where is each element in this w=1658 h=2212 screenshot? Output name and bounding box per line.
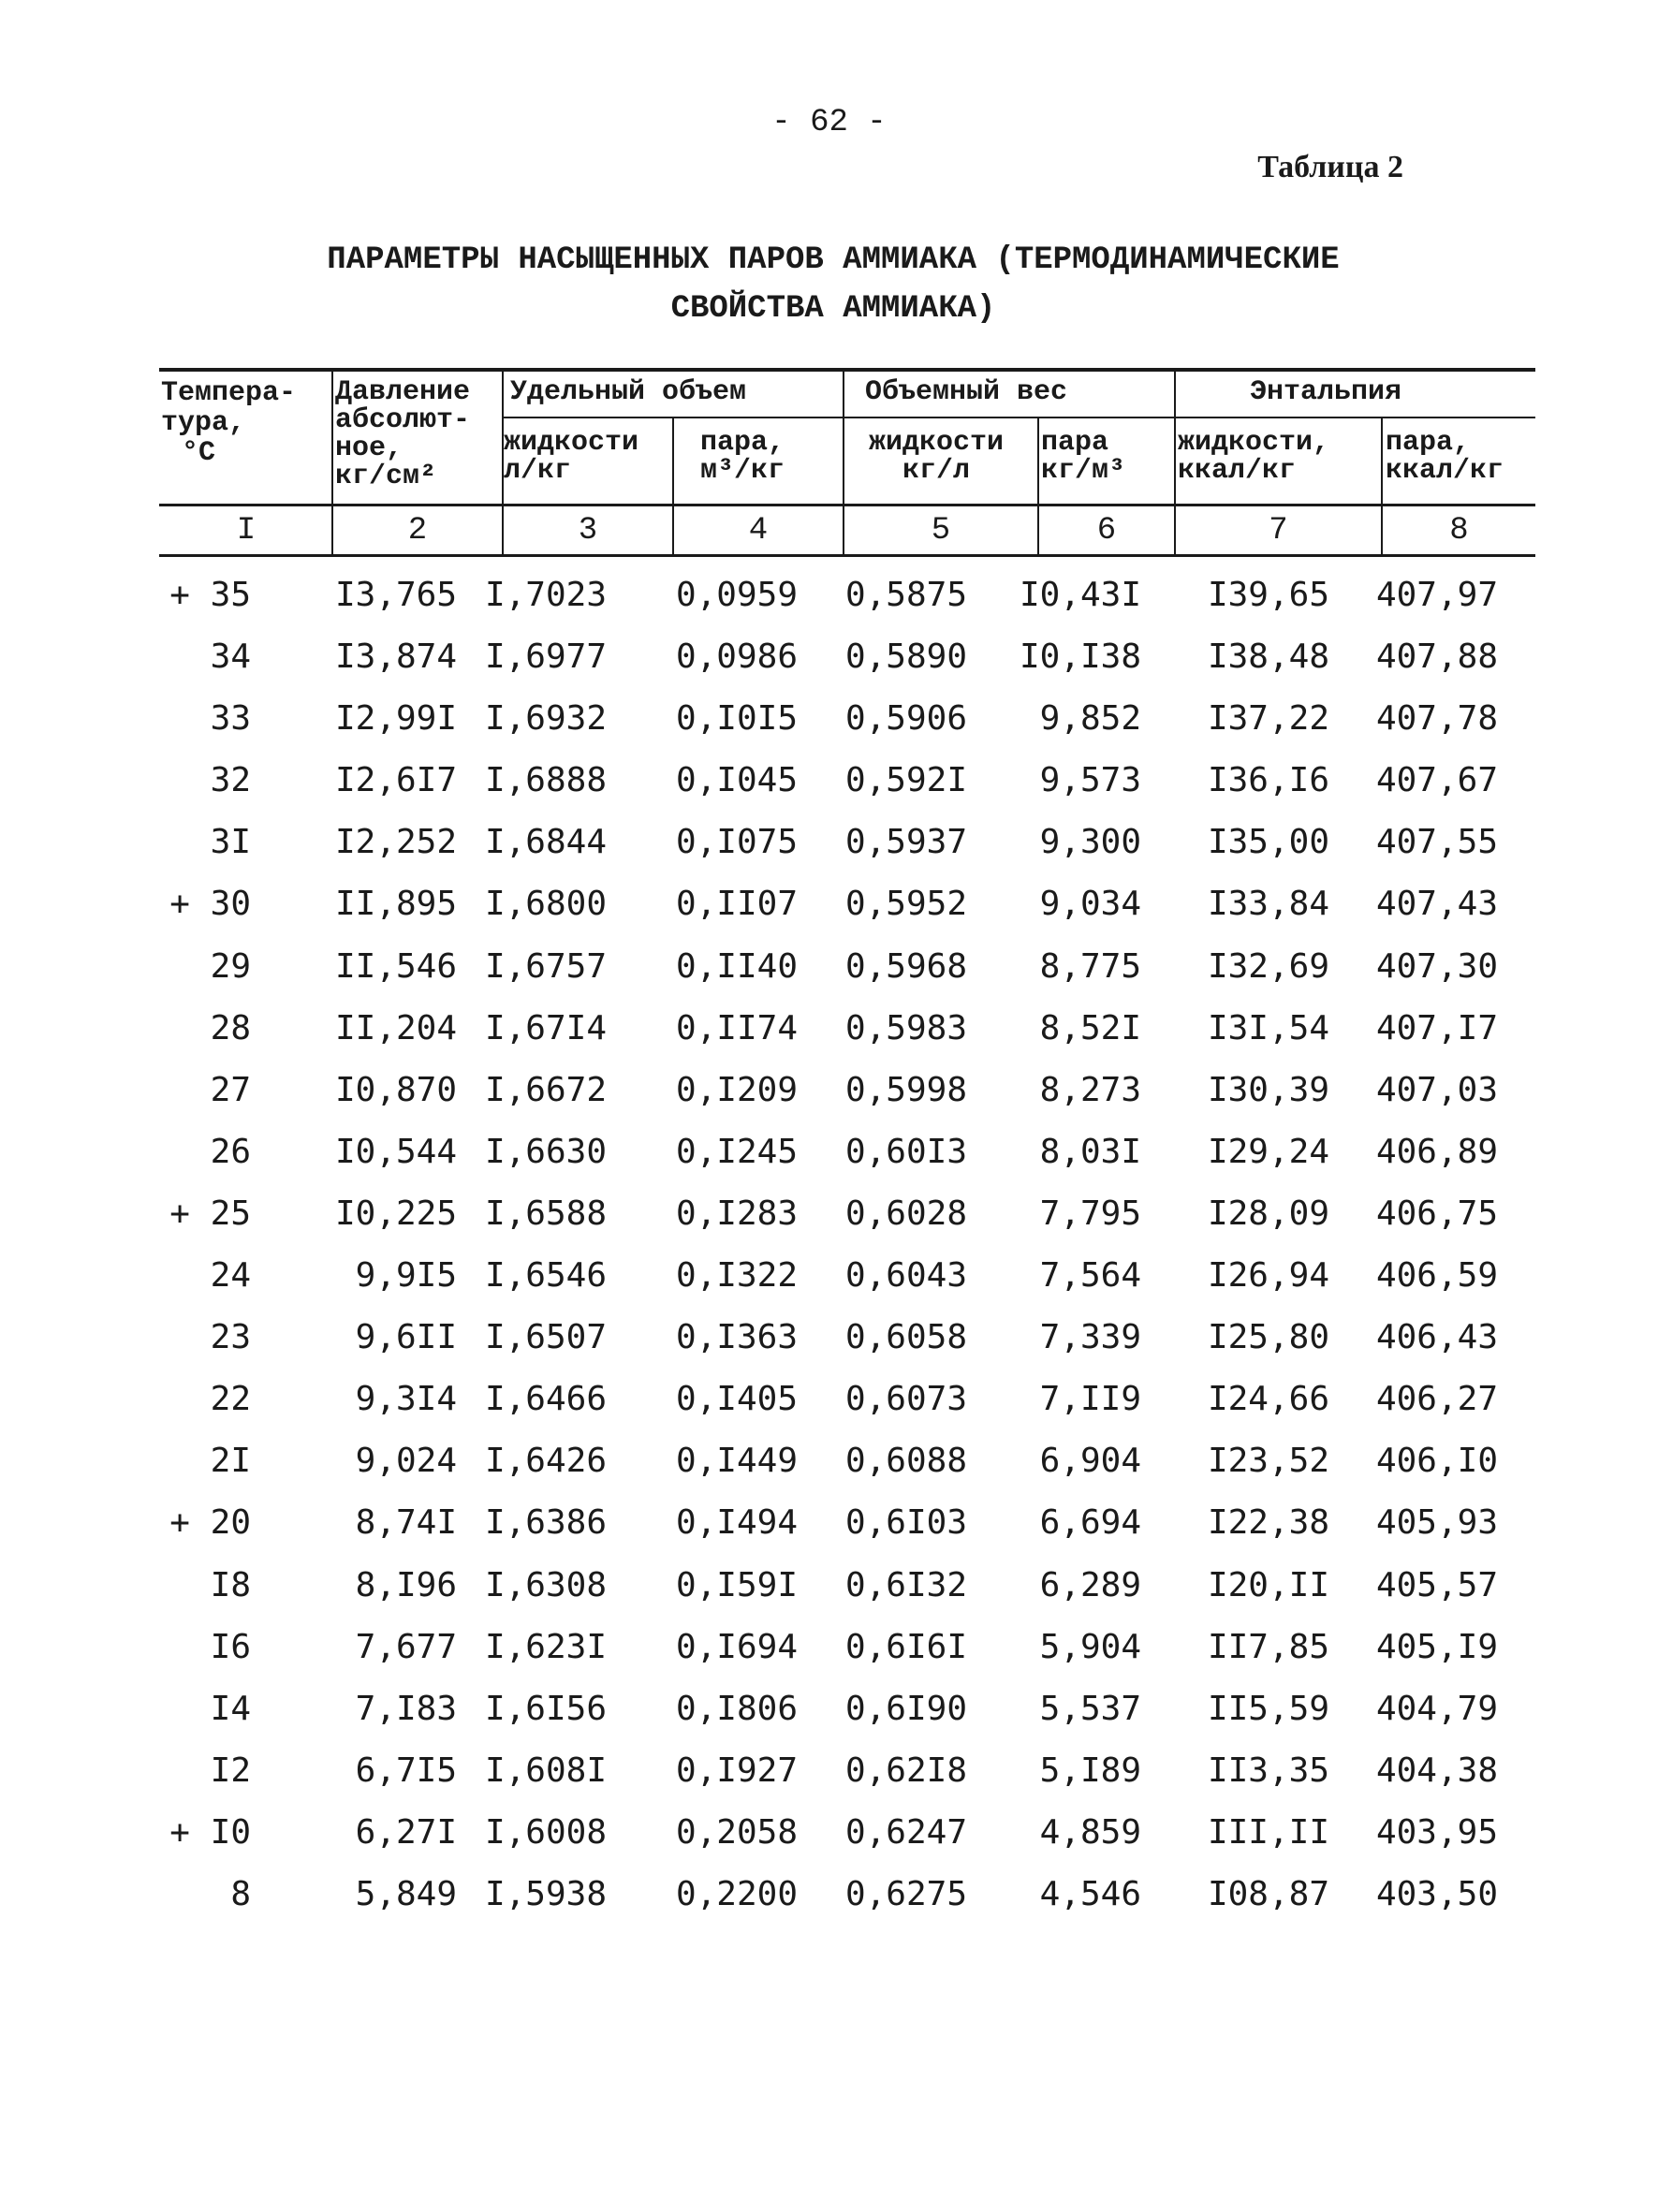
table-cell-col-4: 0,I322 [675,1256,798,1296]
column-number-8: 8 [1449,513,1469,549]
table-cell-col-4: 0,I075 [675,823,798,862]
header-sv-vapor [700,429,785,485]
table-cell-col-4: 0,I405 [675,1380,798,1419]
table-cell-col-1: 22 [210,1380,251,1419]
table-cell-col-7: I25,80 [1207,1318,1329,1357]
table-cell-col-5: 0,6I6I [844,1627,967,1666]
table-cell-col-2: II,546 [334,946,457,986]
table-cell-col-3: I,6308 [484,1565,607,1604]
table-cell-col-8: 407,43 [1375,885,1498,924]
table-cell-col-6: I0,43I [1019,576,1141,614]
table-cell-col-3: I,6672 [484,1070,607,1109]
column-number-2: 2 [407,513,428,549]
table-cell-col-3: I,67I4 [484,1008,607,1047]
table-cell-col-5: 0,592I [844,761,967,800]
table-cell-col-7: I24,66 [1207,1380,1329,1419]
table-cell-col-5: 0,6I03 [844,1503,967,1543]
table-cell-col-8: 405,I9 [1375,1627,1498,1666]
column-number-5: 5 [931,513,951,549]
table-cell-col-6: 5,904 [1039,1627,1141,1666]
table-cell-col-8: 406,I0 [1375,1442,1498,1481]
header-specific-volume: Удельный объем [510,376,747,408]
table-cell-col-4: 0,2200 [675,1874,798,1913]
table-cell-col-3: I,6757 [484,946,607,986]
table-cell-col-4: 0,0959 [675,576,798,614]
table-cell-col-3: I,6546 [484,1256,607,1296]
table-cell-col-5: 0,6I32 [844,1565,967,1604]
table-cell-col-3: I,5938 [484,1874,607,1913]
table-cell-col-1: 24 [210,1256,251,1296]
table-cell-col-3: I,6932 [484,699,607,739]
table-cell-col-8: 404,79 [1375,1689,1498,1728]
table-title-line-2: СВОЙСТВА АММИАКА) [670,291,996,327]
table-cell-col-5: 0,6073 [844,1380,967,1419]
header-sv-vapor-line-1: пара, [700,427,785,459]
table-cell-col-3: I,6977 [484,637,607,677]
table-row [0,1866,1658,1927]
table-cell-col-4: 0,0986 [675,637,798,677]
table-row [0,1432,1658,1494]
table-cell-col-8: 407,30 [1375,946,1498,986]
table-cell-col-6: 6,694 [1039,1503,1141,1543]
table-cell-col-6: 4,859 [1039,1812,1141,1852]
table-cell-col-4: 0,I927 [675,1751,798,1790]
table-cell-col-6: 8,52I [1039,1008,1141,1047]
table-cell-col-2: I0,225 [334,1194,457,1233]
table-cell-col-4: 0,II74 [675,1008,798,1047]
table-cell-col-1: 34 [210,637,251,677]
table-row [0,1309,1658,1370]
table-cell-col-1: 28 [210,1008,251,1047]
table-cell-col-4: 0,I209 [675,1070,798,1109]
table-cell-col-2: 8,I96 [355,1565,457,1604]
table-title [187,236,1479,333]
table-cell-col-4: 0,I494 [675,1503,798,1543]
table-cell-col-3: I,6888 [484,761,607,800]
table-cell-col-7: I30,39 [1207,1070,1329,1109]
table-row [0,1619,1658,1680]
table-cell-col-7: I23,52 [1207,1442,1329,1481]
column-number-1: I [236,513,257,549]
header-en-liquid-unit: ккал/кг [1178,455,1297,487]
table-cell-col-5: 0,5983 [844,1008,967,1047]
table-cell-col-6: 9,034 [1039,885,1141,924]
table-cell-col-3: I,6844 [484,823,607,862]
table-cell-col-3: I,6800 [484,885,607,924]
table-cell-col-7: I39,65 [1207,576,1329,614]
table-cell-col-2: II,204 [334,1008,457,1047]
table-cell-col-7: I36,I6 [1207,761,1329,800]
table-cell-col-1: 33 [210,699,251,739]
table-cell-col-7: I38,48 [1207,637,1329,677]
table-cell-col-7: I20,II [1207,1565,1329,1604]
column-number-3: 3 [578,513,598,549]
table-cell-col-6: 9,300 [1039,823,1141,862]
table-cell-col-8: 407,55 [1375,823,1498,862]
table-row [0,1742,1658,1804]
table-cell-col-8: 406,75 [1375,1194,1498,1233]
table-cell-col-5: 0,5952 [844,885,967,924]
table-cell-col-8: 406,59 [1375,1256,1498,1296]
table-cell-col-4: 0,I449 [675,1442,798,1481]
table-cell-col-4: 0,I283 [675,1194,798,1233]
table-cell-col-2: I2,252 [334,823,457,862]
table-cell-col-8: 407,I7 [1375,1008,1498,1047]
header-sv-vapor-unit: м³/кг [700,455,785,487]
table-cell-col-1: 26 [210,1132,251,1171]
table-cell-col-7: I08,87 [1207,1874,1329,1913]
table-cell-col-1: + 20 [169,1503,251,1543]
table-cell-col-8: 406,89 [1375,1132,1498,1171]
table-cell-col-3: I,6630 [484,1132,607,1171]
table-cell-col-3: I,6I56 [484,1689,607,1728]
table-cell-col-4: 0,II40 [675,946,798,986]
table-cell-col-1: 3I [210,823,251,862]
table-cell-col-4: 0,I694 [675,1627,798,1666]
table-cell-col-7: I28,09 [1207,1194,1329,1233]
table-cell-col-8: 403,50 [1375,1874,1498,1913]
table-cell-col-7: I29,24 [1207,1132,1329,1171]
header-pressure-line-3: ное, [335,432,403,464]
table-cell-col-2: 7,I83 [355,1689,457,1728]
header-en-liquid-line-1: жидкости, [1178,427,1330,459]
table-row [0,690,1658,752]
table-cell-col-7: I26,94 [1207,1256,1329,1296]
table-cell-col-2: 9,3I4 [355,1380,457,1419]
header-en-vapor [1386,429,1504,485]
table-cell-col-2: I0,870 [334,1070,457,1109]
table-row [0,1123,1658,1185]
table-cell-col-2: 6,7I5 [355,1751,457,1790]
table-cell-col-3: I,6588 [484,1194,607,1233]
table-cell-col-1: 32 [210,761,251,800]
table-cell-col-8: 407,78 [1375,699,1498,739]
table-cell-col-5: 0,62I8 [844,1751,967,1790]
table-cell-col-6: 7,339 [1039,1318,1141,1357]
header-temperature-line-2: тура, [161,407,246,439]
column-number-4: 4 [748,513,769,549]
table-cell-col-6: 6,904 [1039,1442,1141,1481]
table-cell-col-2: 6,27I [355,1812,457,1852]
table-cell-col-8: 406,27 [1375,1380,1498,1419]
table-cell-col-4: 0,I59I [675,1565,798,1604]
table-cell-col-5: 0,6275 [844,1874,967,1913]
table-row [0,1370,1658,1432]
table-cell-col-1: + 30 [169,885,251,924]
table-row [0,1000,1658,1062]
table-row [0,752,1658,813]
table-cell-col-7: I37,22 [1207,699,1329,739]
table-cell-col-1: 8 [230,1874,251,1913]
table-cell-col-3: I,6507 [484,1318,607,1357]
header-pressure [335,378,470,491]
table-cell-col-8: 403,95 [1375,1812,1498,1852]
table-cell-col-5: 0,5875 [844,576,967,614]
header-volumetric-weight: Объемный вес [865,376,1068,408]
header-vw-liquid-unit: кг/л [902,455,971,487]
table-cell-col-2: 5,849 [355,1874,457,1913]
header-en-liquid [1178,429,1329,485]
table-body [0,566,1658,1927]
table-cell-col-1: + 25 [169,1194,251,1233]
column-number-rule [159,554,1535,557]
table-cell-col-7: II7,85 [1207,1627,1329,1666]
table-cell-col-6: 4,546 [1039,1874,1141,1913]
table-cell-col-2: I3,765 [334,576,457,614]
table-cell-col-8: 407,03 [1375,1070,1498,1109]
header-temperature-unit: °С [182,437,216,469]
table-cell-col-6: I0,I38 [1019,637,1141,677]
header-en-vapor-unit: ккал/кг [1386,455,1504,487]
table-row [0,1185,1658,1247]
table-row [0,875,1658,937]
table-cell-col-5: 0,6088 [844,1442,967,1481]
table-label: Таблица 2 [1257,150,1403,184]
table-row [0,813,1658,875]
header-sv-liquid-unit: л/кг [504,455,572,487]
table-cell-col-7: I32,69 [1207,946,1329,986]
table-cell-col-8: 405,93 [1375,1503,1498,1543]
table-cell-col-4: 0,I363 [675,1318,798,1357]
table-cell-col-2: II,895 [334,885,457,924]
table-cell-col-8: 407,97 [1375,576,1498,614]
table-cell-col-4: 0,2058 [675,1812,798,1852]
table-cell-col-7: II3,35 [1207,1751,1329,1790]
table-cell-col-2: 9,9I5 [355,1256,457,1296]
table-row [0,1247,1658,1309]
table-cell-col-1: 27 [210,1070,251,1109]
column-number-7: 7 [1269,513,1288,549]
table-cell-col-6: 8,273 [1039,1070,1141,1109]
header-vw-vapor [1041,429,1125,485]
table-cell-col-3: I,7023 [484,576,607,614]
table-cell-col-7: I3I,54 [1207,1008,1329,1047]
table-cell-col-5: 0,6I90 [844,1689,967,1728]
table-cell-col-3: I,608I [484,1751,607,1790]
table-cell-col-7: I35,00 [1207,823,1329,862]
header-vw-liquid-line-1: жидкости [869,427,1005,459]
table-cell-col-3: I,6008 [484,1812,607,1852]
table-cell-col-6: 7,795 [1039,1194,1141,1233]
header-sv-liquid [504,429,638,485]
table-cell-col-6: 5,I89 [1039,1751,1141,1790]
table-cell-col-8: 404,38 [1375,1751,1498,1790]
table-cell-col-1: I8 [210,1565,251,1604]
table-cell-col-2: I0,544 [334,1132,457,1171]
table-cell-col-6: 7,II9 [1039,1380,1141,1419]
table-cell-col-1: + 35 [169,576,251,614]
table-cell-col-1: 23 [210,1318,251,1357]
table-cell-col-3: I,6386 [484,1503,607,1543]
table-cell-col-2: I2,99I [334,699,457,739]
table-row [0,1062,1658,1123]
header-sv-liquid-line-1: жидкости [504,427,639,459]
table-cell-col-1: I4 [210,1689,251,1728]
header-temperature [161,378,296,468]
table-cell-col-4: 0,II07 [675,885,798,924]
header-bottom-rule [159,504,1535,506]
table-cell-col-8: 406,43 [1375,1318,1498,1357]
table-cell-col-4: 0,I806 [675,1689,798,1728]
table-row [0,938,1658,1000]
table-title-line-1: ПАРАМЕТРЫ НАСЫЩЕННЫХ ПАРОВ АММИАКА (ТЕРМОДИНАМИЧЕСКИЕ [327,242,1340,278]
table-cell-col-5: 0,60I3 [844,1132,967,1171]
table-cell-col-5: 0,6043 [844,1256,967,1296]
page-number: - 62 - [771,105,887,140]
table-cell-col-6: 7,564 [1039,1256,1141,1296]
table-cell-col-7: III,II [1207,1812,1329,1852]
table-row [0,1557,1658,1619]
header-en-vapor-line-1: пара, [1386,427,1471,459]
header-pressure-line-2: абсолют- [335,404,471,436]
table-cell-col-6: 8,775 [1039,946,1141,986]
header-vw-vapor-unit: кг/м³ [1041,455,1126,487]
table-cell-col-5: 0,6247 [844,1812,967,1852]
table-cell-col-1: + I0 [169,1812,251,1852]
table-cell-col-1: 2I [210,1442,251,1481]
table-cell-col-1: 29 [210,946,251,986]
table-cell-col-5: 0,5937 [844,823,967,862]
table-cell-col-5: 0,5998 [844,1070,967,1109]
table-cell-col-8: 407,67 [1375,761,1498,800]
header-vw-vapor-line-1: пара [1041,427,1109,459]
table-row [0,1680,1658,1742]
table-cell-col-7: II5,59 [1207,1689,1329,1728]
table-cell-col-3: I,6466 [484,1380,607,1419]
table-cell-col-6: 5,537 [1039,1689,1141,1728]
table-row [0,566,1658,628]
header-enthalpy: Энтальпия [1250,376,1402,408]
header-top-rule [159,368,1535,372]
table-cell-col-2: 8,74I [355,1503,457,1543]
header-vw-liquid [869,429,1004,485]
table-cell-col-6: 9,573 [1039,761,1141,800]
table-cell-col-4: 0,I045 [675,761,798,800]
table-row [0,1494,1658,1556]
header-temperature-line-1: Темпера- [161,377,297,409]
table-cell-col-2: I3,874 [334,637,457,677]
table-cell-col-6: 8,03I [1039,1132,1141,1171]
table-row [0,1804,1658,1866]
table-cell-col-1: I2 [210,1751,251,1790]
table-cell-col-3: I,6426 [484,1442,607,1481]
table-cell-col-6: 6,289 [1039,1565,1141,1604]
table-cell-col-5: 0,5906 [844,699,967,739]
table-cell-col-2: 9,024 [355,1442,457,1481]
header-pressure-line-1: Давление [335,376,471,408]
table-cell-col-7: I33,84 [1207,885,1329,924]
table-cell-col-2: 7,677 [355,1627,457,1666]
table-cell-col-5: 0,6028 [844,1194,967,1233]
table-cell-col-4: 0,I0I5 [675,699,798,739]
table-cell-col-2: 9,6II [355,1318,457,1357]
table-cell-col-5: 0,5968 [844,946,967,986]
table-cell-col-8: 407,88 [1375,637,1498,677]
table-cell-col-5: 0,5890 [844,637,967,677]
table-cell-col-7: I22,38 [1207,1503,1329,1543]
column-number-6: 6 [1096,513,1117,549]
table-cell-col-4: 0,I245 [675,1132,798,1171]
table-cell-col-1: I6 [210,1627,251,1666]
table-row [0,628,1658,690]
table-cell-col-3: I,623I [484,1627,607,1666]
table-cell-col-8: 405,57 [1375,1565,1498,1604]
table-cell-col-6: 9,852 [1039,699,1141,739]
header-pressure-unit: кг/см² [335,461,437,492]
table-cell-col-2: I2,6I7 [334,761,457,800]
table-cell-col-5: 0,6058 [844,1318,967,1357]
